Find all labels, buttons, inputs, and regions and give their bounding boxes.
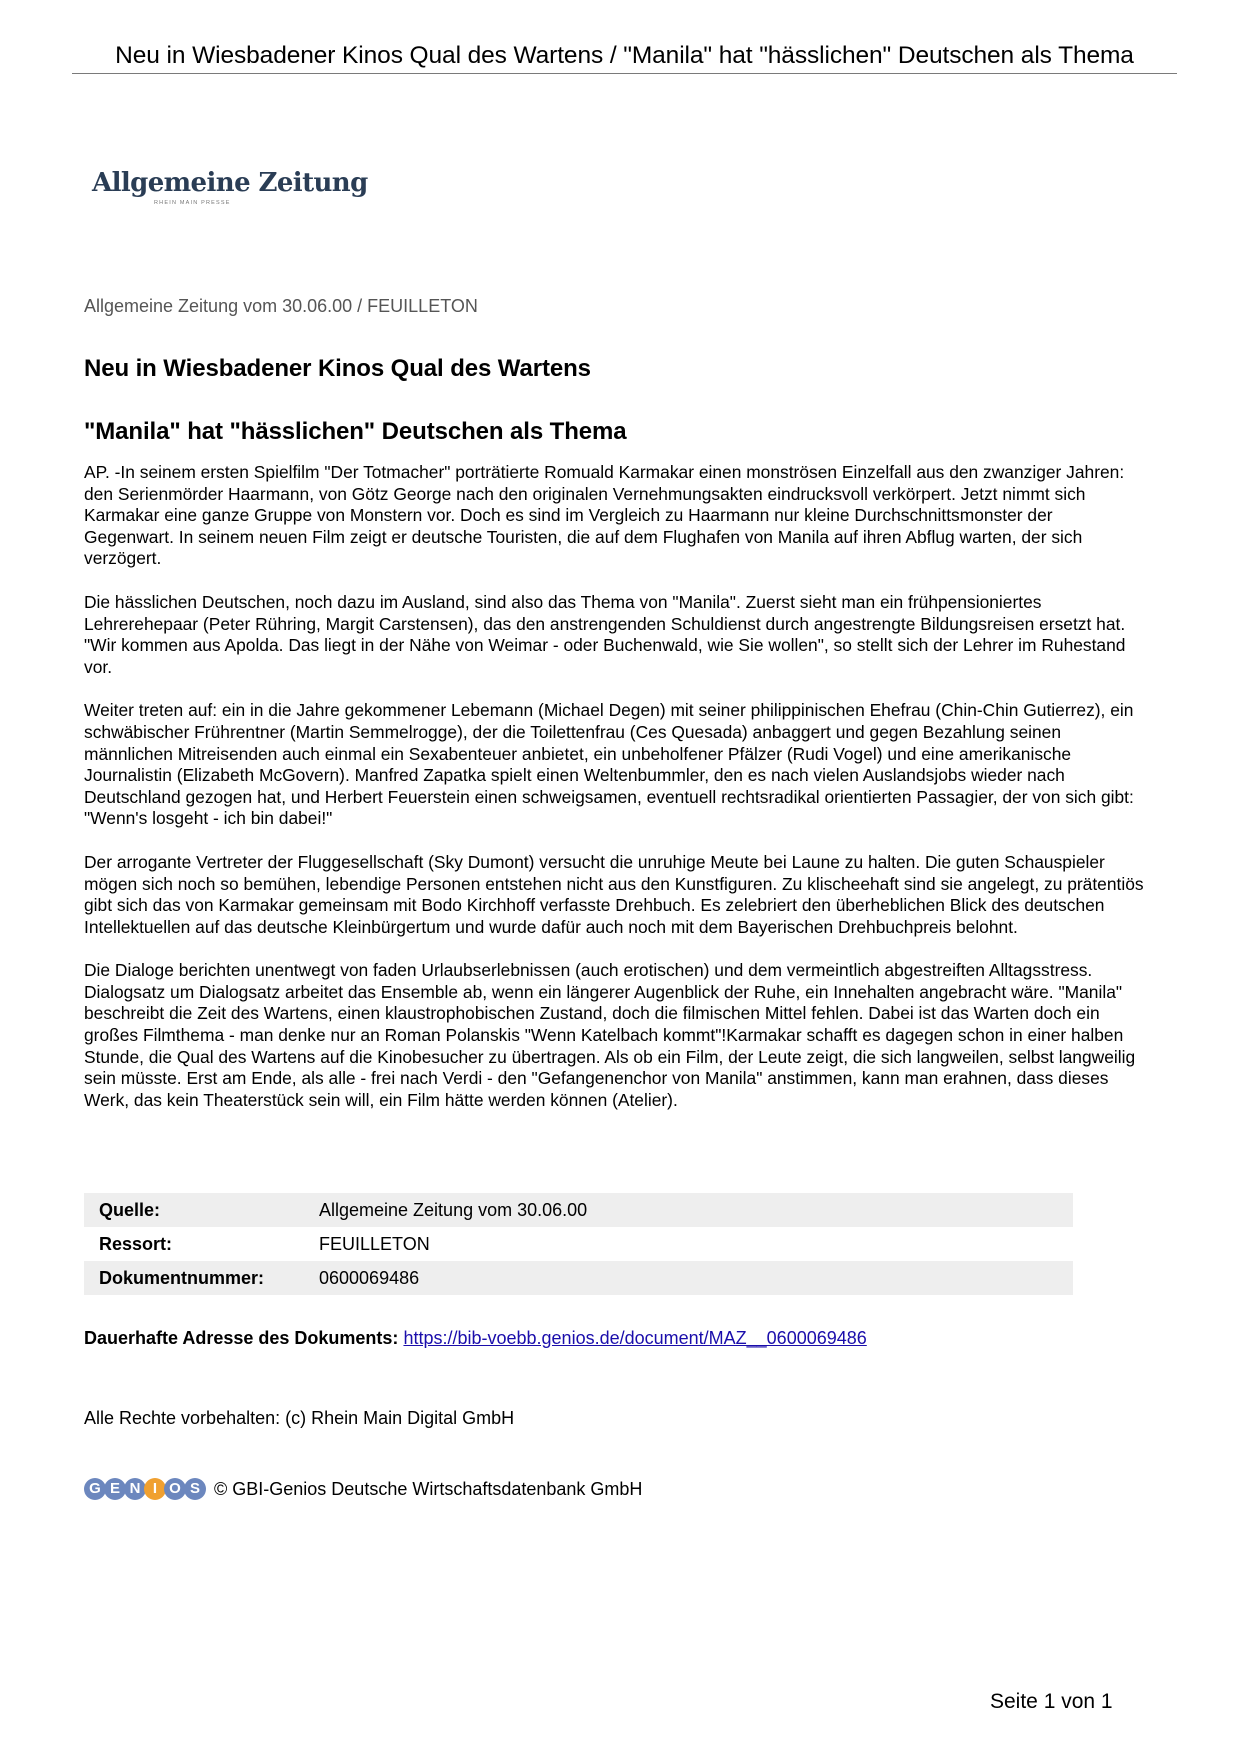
article-subtitle: "Manila" hat "hässlichen" Deutschen als Thema — [84, 418, 627, 445]
genios-logo-letter: N — [124, 1478, 146, 1500]
genios-logo — [84, 1478, 204, 1500]
meta-value: FEUILLETON — [319, 1233, 430, 1254]
meta-label: Quelle: — [84, 1193, 319, 1227]
running-header-title: Neu in Wiesbadener Kinos Qual des Wartens / "Manila" hat "hässlichen" Deutschen als Thema — [115, 42, 1134, 69]
article-body — [84, 462, 1144, 1133]
article-paragraph: Der arrogante Vertreter der Fluggesellschaft (Sky Dumont) versucht die unruhige Meute bei Laune zu halten. Die guten Schauspieler mögen sich noch so bemühen, lebendige Personen entstehen nicht aus den Kunstfiguren. Zu klischeehaft sind sie angelegt, zu prätentiös gibt sich das von Karmakar gemeinsam mit Bodo Kirchhoff verfasste Drehbuch. Es zelebriert den überheblichen Blick des deutschen Intellektuellen auf das deutsche Kleinbürgertum und wurde dafür auch noch mit dem Bayerischen Drehbuchpreis belohnt. — [84, 851, 1144, 937]
article-paragraph: Weiter treten auf: ein in die Jahre gekommener Lebemann (Michael Degen) mit seiner philippinischen Ehefrau (Chin-Chin Gutierrez), ein schwäbischer Frührentner (Martin Semmelrogge), der die Toilettenfrau (Ces Quesada) anbaggert und gegen Bezahlung seinen männlichen Mitreisenden auch einmal ein Sexabenteuer anbietet, ein unbeholfener Pfälzer (Rudi Vogel) und eine amerikanische Journalistin (Elizabeth McGovern). Manfred Zapatka spielt einen Weltenbummler, den es nach vielen Auslandsjobs wieder nach Deutschland gezogen hat, und Herbert Feuerstein einen schweigsamen, eventuell rechtsradikal orientierten Passagier, der von sich gibt: "Wenn's losgeht - ich bin dabei!" — [84, 700, 1134, 829]
permalink-label: Dauerhafte Adresse des Dokuments: — [84, 1328, 399, 1348]
genios-logo-letter: G — [84, 1478, 106, 1500]
meta-label: Ressort: — [99, 1233, 173, 1254]
genios-logo-letter: S — [184, 1478, 206, 1500]
genios-logo-letter: E — [104, 1478, 126, 1500]
permalink-link[interactable]: https://bib-voebb.genios.de/document/MAZ__0600069486 — [403, 1328, 867, 1348]
document-meta-table — [84, 1193, 1073, 1295]
meta-row-document-number — [84, 1261, 1073, 1295]
meta-row-source — [84, 1193, 1073, 1227]
logo-subtitle: RHEIN MAIN PRESSE — [154, 200, 231, 206]
meta-row-section — [84, 1227, 1073, 1261]
genios-copyright: © GBI-Genios Deutsche Wirtschaftsdatenbank GmbH — [214, 1478, 643, 1499]
page-number: Seite 1 von 1 — [990, 1690, 1113, 1713]
permalink — [84, 1328, 867, 1349]
article-paragraph: AP. -In seinem ersten Spielfilm "Der Totmacher" porträtierte Romuald Karmakar einen monströsen Einzelfall aus den zwanziger Jahren: den Serienmörder Haarmann, von Götz George nach den originalen Vernehmungsakten eindrucksvoll verkörpert. Jetzt nimmt sich Karmakar eine ganze Gruppe von Monstern vor. Doch es sind im Vergleich zu Haarmann nur kleine Durchschnittsmonster der Gegenwart. In seinem neuen Film zeigt er deutsche Touristen, die auf dem Flughafen von Manila auf ihren Abflug warten, der sich verzögert. — [84, 462, 1125, 569]
dateline: Allgemeine Zeitung vom 30.06.00 / FEUILLETON — [84, 296, 478, 316]
meta-value: Allgemeine Zeitung vom 30.06.00 — [319, 1193, 1073, 1227]
header-divider — [72, 73, 1177, 74]
article-paragraph: Die Dialoge berichten unentwegt von faden Urlaubserlebnissen (auch erotischen) und dem vermeintlich abgestreiften Alltagsstress. Dialogsatz um Dialogsatz arbeitet das Ensemble ab, wenn ein längerer Augenblick der Ruhe, ein Innehalten angebracht wäre. "Manila" beschreibt die Zeit des Wartens, einen klaustrophobischen Zustand, doch die filmischen Mittel fehlen. Dabei ist das Warten doch ein großes Filmthema - man denke nur an Roman Polanskis "Wenn Katelbach kommt"!Karmakar schafft es dagegen schon in einer halben Stunde, die Qual des Wartens auf die Kinobesucher zu übertragen. Als ob ein Film, der Leute zeigt, die sich langweilen, selbst langweilig sein müsste. Erst am Ende, als alle - frei nach Verdi - den "Gefangenenchor von Manila" anstimmen, kann man erahnen, dass dieses Werk, das kein Theaterstück sein will, ein Film hätte werden können (Atelier). — [84, 960, 1136, 1110]
newspaper-logo — [92, 168, 368, 206]
meta-value: 0600069486 — [319, 1261, 1073, 1295]
meta-label: Dokumentnummer: — [84, 1261, 319, 1295]
genios-logo-letter: O — [164, 1478, 186, 1500]
article-paragraph: Die hässlichen Deutschen, noch dazu im Ausland, sind also das Thema von "Manila". Zuerst sieht man ein frühpensioniertes Lehrerehepaar (Peter Rühring, Margit Carstensen), das den anstrengenden Schuldienst durch angestrengte Bildungsreisen ersetzt hat. "Wir kommen aus Apolda. Das liegt in der Nähe von Weimar - oder Buchenwald, wie Sie wollen", so stellt sich der Lehrer im Ruhestand vor. — [84, 591, 1126, 677]
genios-logo-letter: I — [144, 1478, 166, 1500]
genios-footer — [84, 1474, 642, 1504]
rights-notice: Alle Rechte vorbehalten: (c) Rhein Main Digital GmbH — [84, 1408, 515, 1428]
article-title: Neu in Wiesbadener Kinos Qual des Wartens — [84, 355, 591, 382]
logo-title: Allgemeine Zeitung — [92, 168, 368, 198]
